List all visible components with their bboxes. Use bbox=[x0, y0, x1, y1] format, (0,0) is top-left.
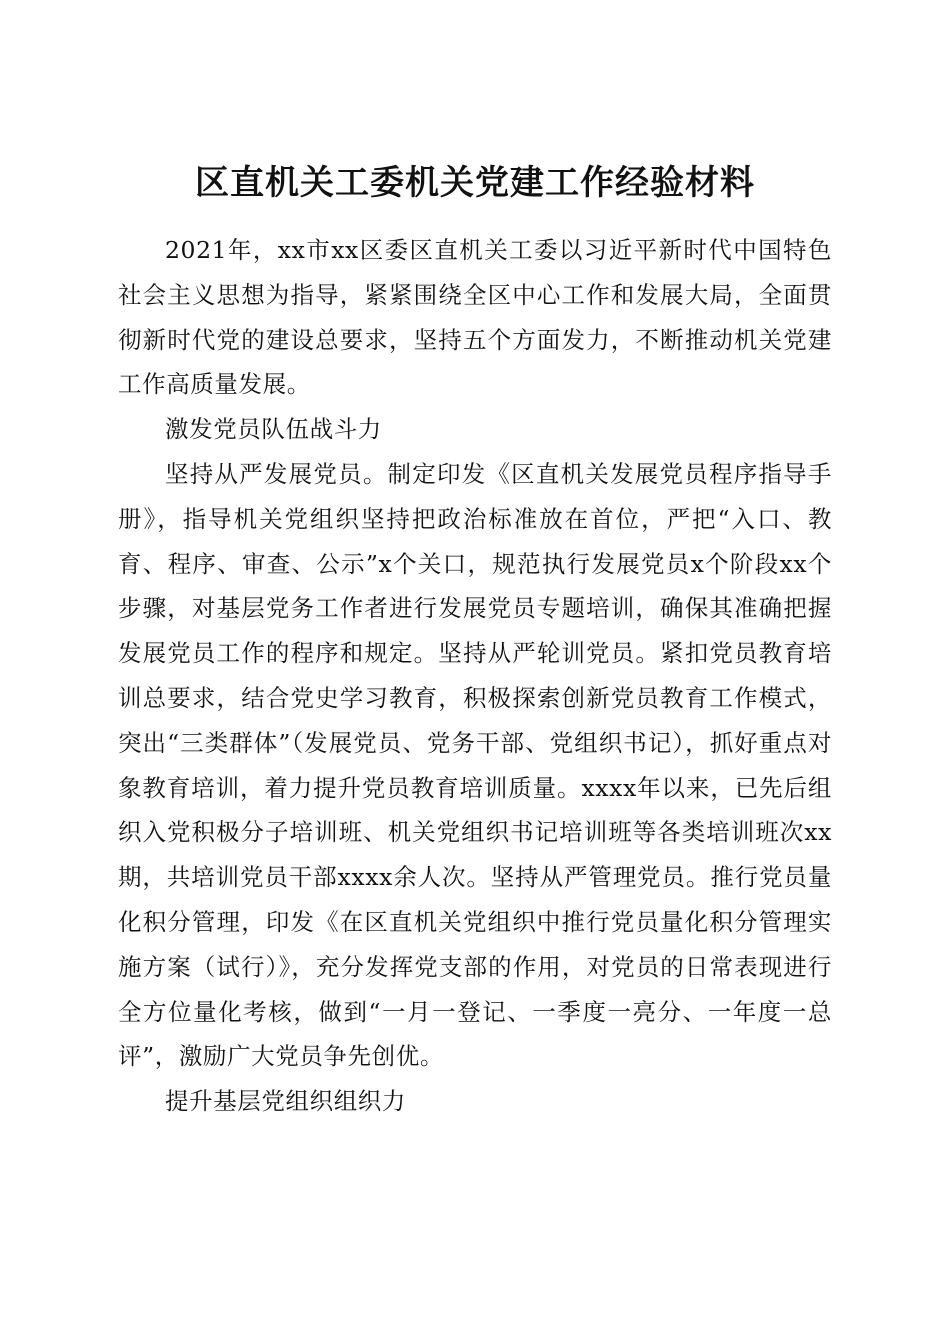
intro-paragraph: 2021年，xx市xx区委区直机关工委以习近平新时代中国特色社会主义思想为指导，紧紧围绕全区中心工作和发展大局，全面贯彻新时代党的建设总要求，坚持五个方面发力，不断推动机关党建工作高质量发展。 bbox=[118, 236, 832, 399]
section-heading-grassroots-organization: 提升基层党组织组织力 bbox=[165, 1087, 406, 1116]
document-title: 区直机关工委机关党建工作经验材料 bbox=[195, 162, 755, 203]
document-body bbox=[118, 228, 832, 1124]
body-paragraph-party-members: 坚持从严发展党员。制定印发《区直机关发展党员程序指导手册》，指导机关党组织坚持把政治标准放在首位，严把“入口、教育、程序、审查、公示”x个关口，规范执行发展党员x个阶段xx个步骤，对基层党务工作者进行发展党员专题培训，确保其准确把握发展党员工作的程序和规定。坚持从严轮训党员。紧扣党员教育培训总要求，结合党史学习教育，积极探索创新党员教育工作模式，突出“三类群体”（发展党员、党务干部、党组织书记），抓好重点对象教育培训，着力提升党员教育培训质量。xxxx年以来，已先后组织入党积极分子培训班、机关党组织书记培训班等各类培训班次xx期，共培训党员干部xxxx余人次。坚持从严管理党员。推行党员量化积分管理，印发《在区直机关党组织中推行党员量化积分管理实施方案（试行）》，充分发挥党支部的作用，对党员的日常表现进行全方位量化考核，做到“一月一登记、一季度一亮分、一年度一总评”，激励广大党员争先创优。 bbox=[118, 459, 832, 1071]
section-heading-party-members: 激发党员队伍战斗力 bbox=[165, 415, 382, 444]
